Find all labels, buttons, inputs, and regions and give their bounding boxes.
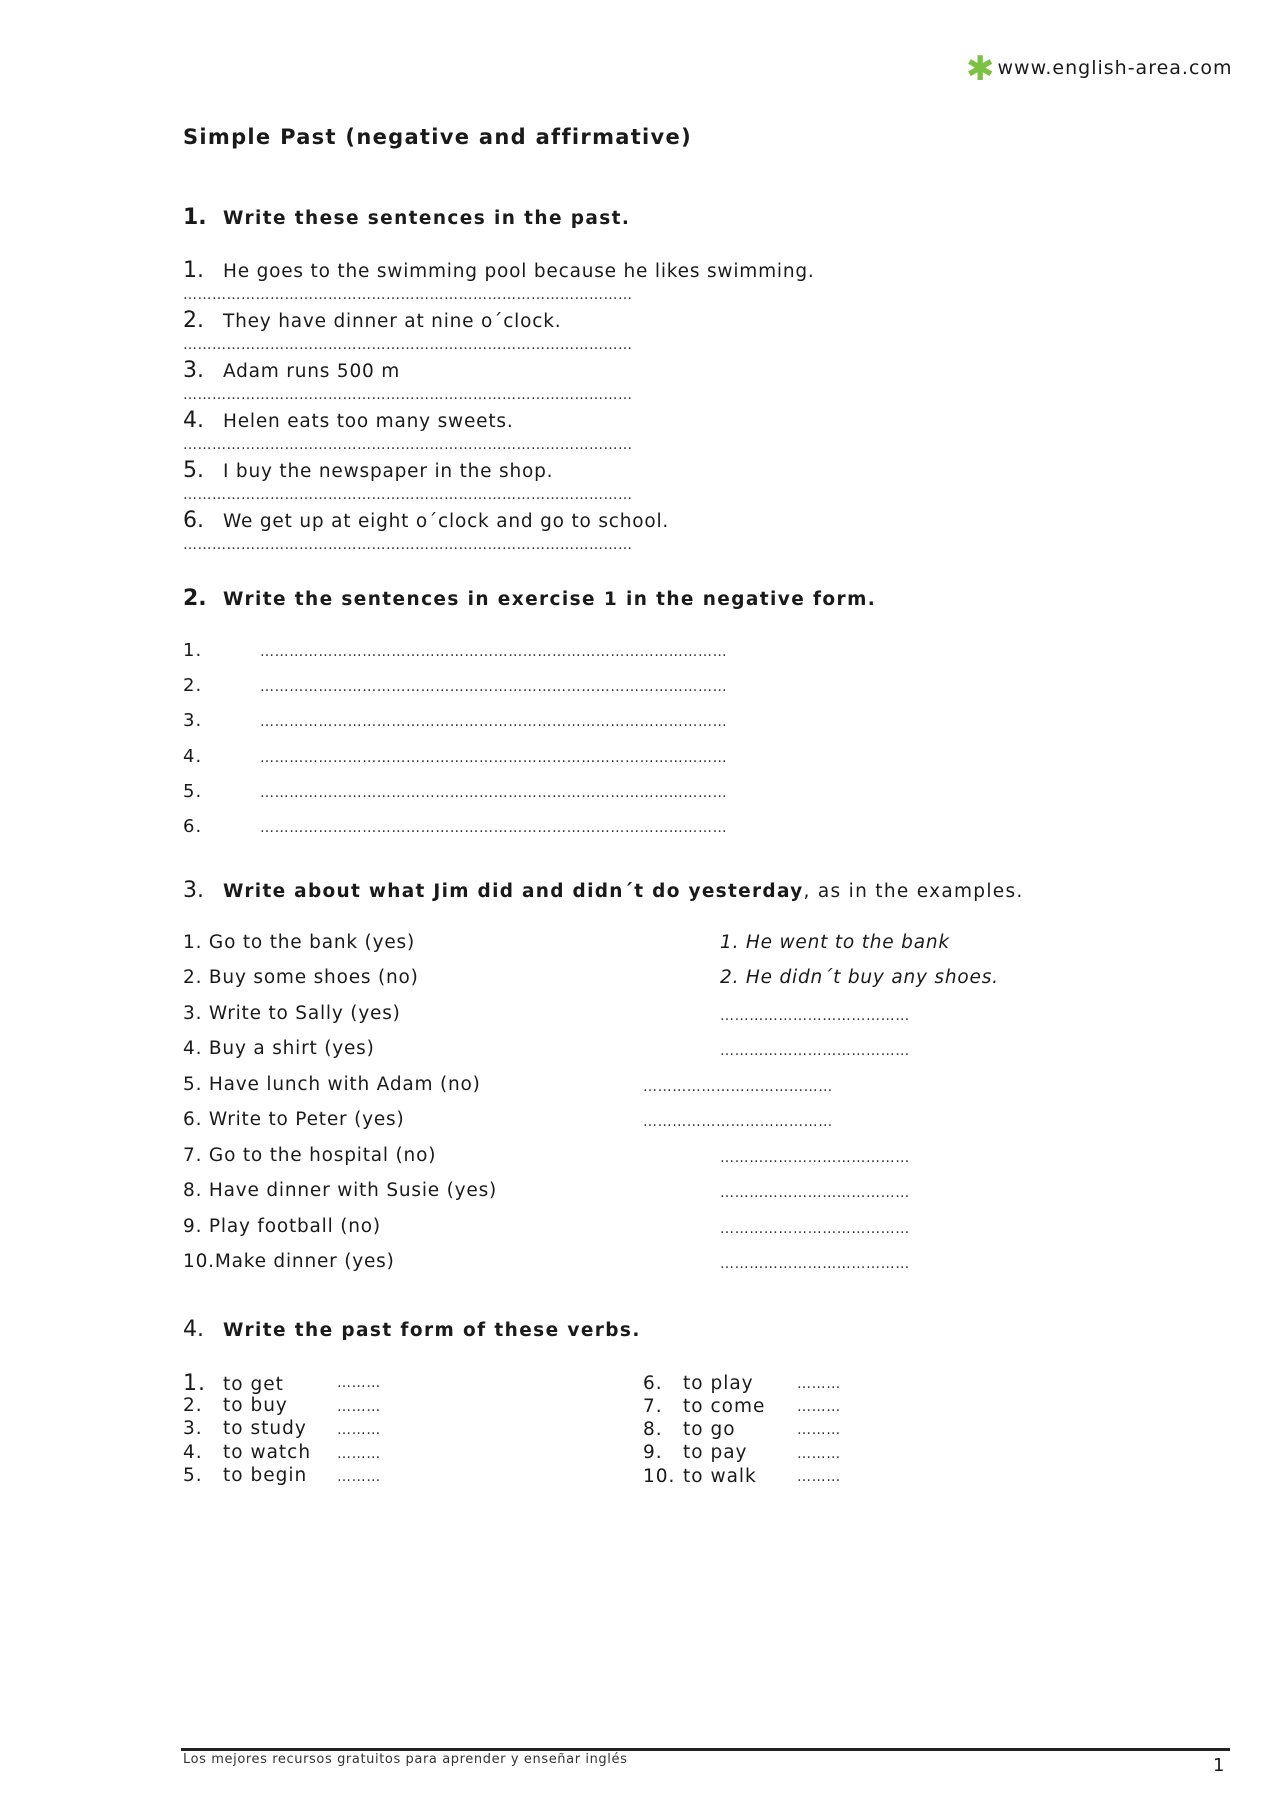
s1-answer-line-2[interactable]: …………………………………………………………………………………	[183, 337, 633, 353]
s2-answer-line-5[interactable]: ……………………………………………………………………………………	[260, 785, 728, 801]
s2-number-4: 4.	[183, 746, 203, 767]
s2-number-3: 3.	[183, 710, 203, 731]
s3-answer-line-9[interactable]: …………………………………	[720, 1221, 910, 1237]
footer-divider	[181, 1748, 1230, 1751]
s1-item-3: 3. Adam runs 500 m	[183, 358, 401, 383]
s3-item-3: 3. Write to Sally (yes)	[183, 1003, 401, 1024]
s4-answer-7[interactable]: ………	[797, 1399, 841, 1415]
s4-answer-6[interactable]: ………	[797, 1376, 841, 1392]
s4-answer-2[interactable]: ………	[337, 1399, 381, 1415]
s4-verb-10: 10. to walk	[643, 1466, 757, 1487]
s1-item-1: 1. He goes to the swimming pool because he likes swimming.	[183, 258, 815, 283]
s2-answer-line-1[interactable]: ……………………………………………………………………………………	[260, 644, 728, 660]
s3-answer-line-5[interactable]: …………………………………	[643, 1079, 833, 1095]
s2-answer-line-2[interactable]: ……………………………………………………………………………………	[260, 679, 728, 695]
s1-answer-line-6[interactable]: …………………………………………………………………………………	[183, 537, 633, 553]
s4-answer-9[interactable]: ………	[797, 1446, 841, 1462]
site-url: ✱ www.english-area.com	[966, 49, 1233, 89]
asterisk-logo-icon: ✱	[966, 49, 996, 89]
s3-item-5: 5. Have lunch with Adam (no)	[183, 1074, 481, 1095]
s3-item-8: 8. Have dinner with Susie (yes)	[183, 1180, 498, 1201]
s4-answer-8[interactable]: ………	[797, 1422, 841, 1438]
s4-verb-8: 8. to go	[643, 1419, 736, 1440]
s3-item-7: 7. Go to the hospital (no)	[183, 1145, 437, 1166]
s4-verb-6: 6. to play	[643, 1373, 754, 1394]
page-title: Simple Past (negative and affirmative)	[183, 125, 692, 149]
s2-number-6: 6.	[183, 816, 203, 837]
s3-answer-line-4[interactable]: …………………………………	[720, 1043, 910, 1059]
s2-number-1: 1.	[183, 640, 203, 661]
s3-example-answer-2: 2. He didn´t buy any shoes.	[720, 967, 999, 988]
s3-item-10: 10.Make dinner (yes)	[183, 1251, 395, 1272]
s4-answer-10[interactable]: ………	[797, 1469, 841, 1485]
s3-item-6: 6. Write to Peter (yes)	[183, 1109, 405, 1130]
s4-verb-4: 4. to watch	[183, 1442, 312, 1463]
s3-answer-line-7[interactable]: …………………………………	[720, 1150, 910, 1166]
s2-number-5: 5.	[183, 781, 203, 802]
s1-item-2: 2. They have dinner at nine o´clock.	[183, 308, 562, 333]
s1-answer-line-4[interactable]: …………………………………………………………………………………	[183, 437, 633, 453]
section-1-heading: 1. Write these sentences in the past.	[183, 205, 631, 230]
s4-answer-3[interactable]: ………	[337, 1422, 381, 1438]
s2-number-2: 2.	[183, 675, 203, 696]
s3-example-answer-1: 1. He went to the bank	[720, 932, 950, 953]
section-3-heading: 3. Write about what Jim did and didn´t do yesterday, as in the examples.	[183, 878, 1024, 903]
s4-verb-7: 7. to come	[643, 1396, 766, 1417]
s4-answer-4[interactable]: ………	[337, 1446, 381, 1462]
s4-answer-1[interactable]: ………	[337, 1375, 381, 1391]
s3-answer-line-6[interactable]: …………………………………	[643, 1114, 833, 1130]
section-2-heading: 2. Write the sentences in exercise 1 in the negative form.	[183, 586, 877, 611]
s2-answer-line-4[interactable]: ……………………………………………………………………………………	[260, 750, 728, 766]
s1-item-6: 6. We get up at eight o´clock and go to school.	[183, 508, 670, 533]
s4-answer-5[interactable]: ………	[337, 1469, 381, 1485]
s3-item-4: 4. Buy a shirt (yes)	[183, 1038, 375, 1059]
s2-answer-line-6[interactable]: ……………………………………………………………………………………	[260, 820, 728, 836]
s4-verb-2: 2. to buy	[183, 1395, 288, 1416]
s3-answer-line-10[interactable]: …………………………………	[720, 1256, 910, 1272]
s2-answer-line-3[interactable]: ……………………………………………………………………………………	[260, 714, 728, 730]
s3-item-9: 9. Play football (no)	[183, 1216, 381, 1237]
page-number: 1	[1213, 1755, 1225, 1776]
s4-verb-9: 9. to pay	[643, 1442, 748, 1463]
footer-text: Los mejores recursos gratuitos para aprender y enseñar inglés	[183, 1752, 628, 1767]
s1-answer-line-5[interactable]: …………………………………………………………………………………	[183, 487, 633, 503]
s4-verb-1: 1. to get	[183, 1371, 284, 1396]
s1-answer-line-3[interactable]: …………………………………………………………………………………	[183, 387, 633, 403]
s1-item-5: 5. I buy the newspaper in the shop.	[183, 458, 554, 483]
s1-answer-line-1[interactable]: …………………………………………………………………………………	[183, 287, 633, 303]
s3-answer-line-3[interactable]: …………………………………	[720, 1008, 910, 1024]
s1-item-4: 4. Helen eats too many sweets.	[183, 408, 514, 433]
s4-verb-3: 3. to study	[183, 1418, 307, 1439]
section-4-heading: 4. Write the past form of these verbs.	[183, 1317, 641, 1342]
s3-item-1: 1. Go to the bank (yes)	[183, 932, 415, 953]
s4-verb-5: 5. to begin	[183, 1465, 308, 1486]
s3-answer-line-8[interactable]: …………………………………	[720, 1185, 910, 1201]
s3-item-2: 2. Buy some shoes (no)	[183, 967, 419, 988]
